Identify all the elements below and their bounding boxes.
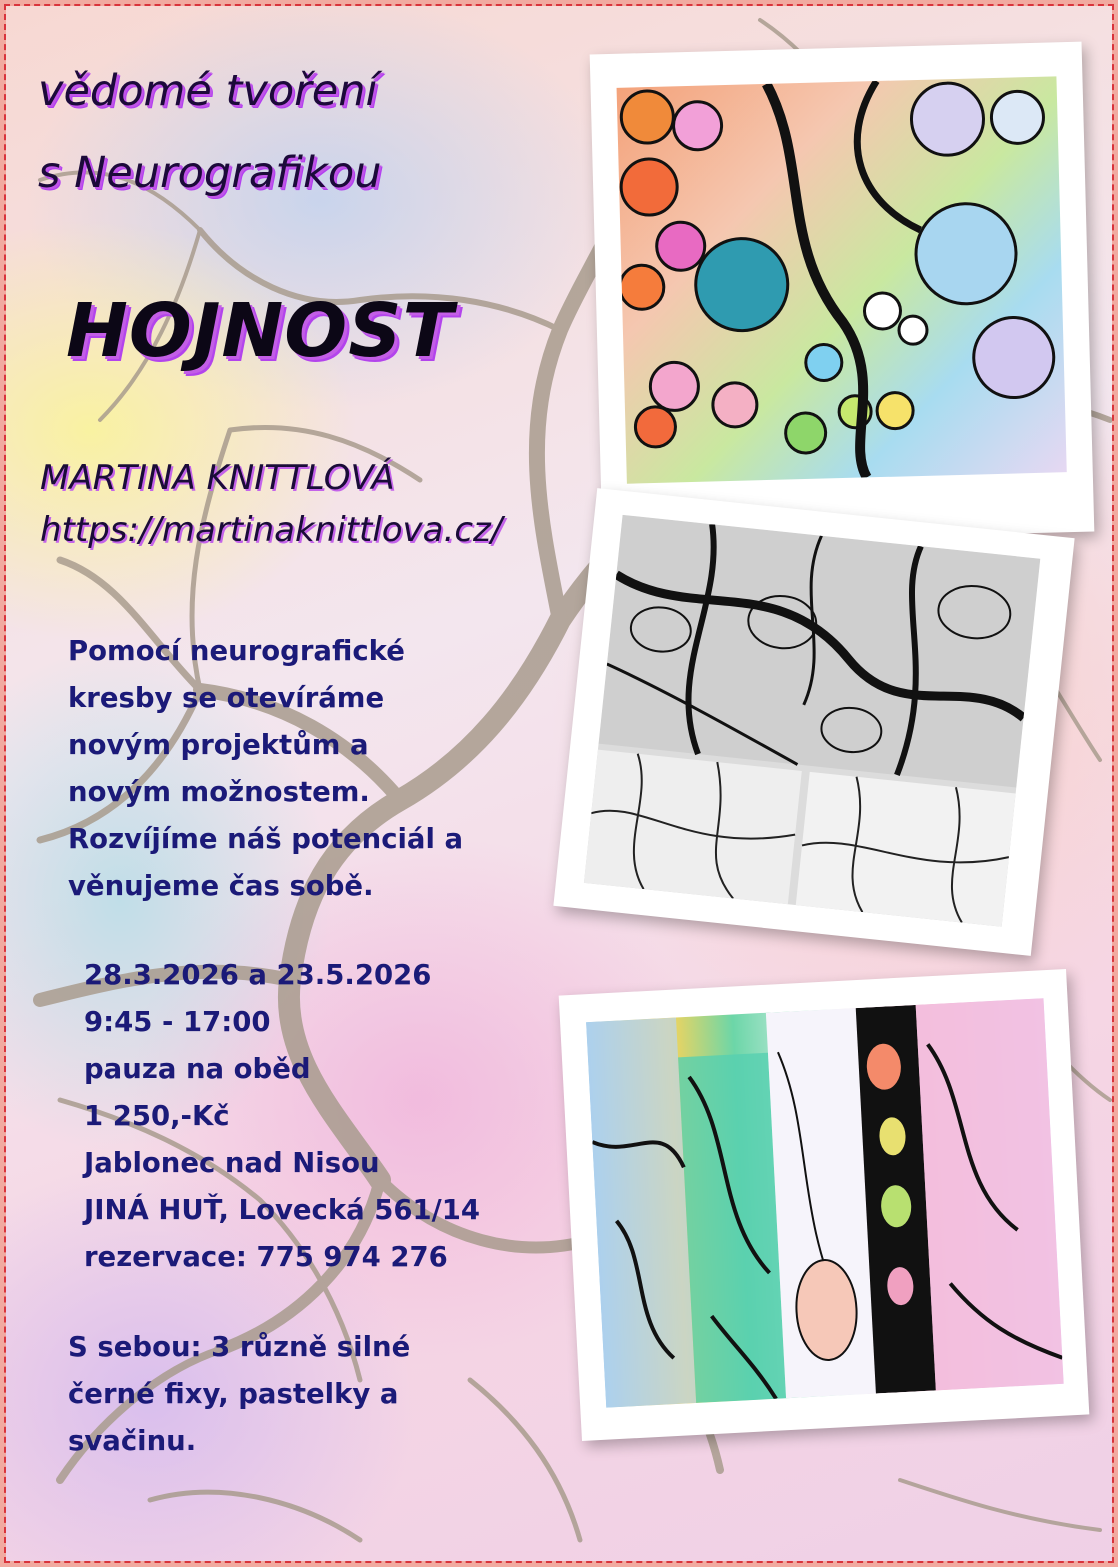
bring-list	[68, 1324, 410, 1465]
artwork-drawing	[584, 515, 1040, 927]
bring-line: S sebou: 3 různě silné	[68, 1331, 411, 1363]
artwork-photo-monochrome	[553, 488, 1074, 956]
description-line: věnujeme čas sobě.	[68, 870, 374, 902]
title-line-1: vědomé tvoření	[38, 66, 378, 116]
event-address: JINÁ HUŤ, Lovecká 561/14	[84, 1194, 480, 1226]
description	[68, 628, 463, 910]
event-price: 1 250,-Kč	[84, 1100, 230, 1132]
bring-line: svačinu.	[68, 1425, 197, 1457]
bring-line: černé fixy, pastelky a	[68, 1378, 399, 1410]
author-name: MARTINA KNITTLOVÁ	[40, 458, 395, 498]
description-line: Rozvíjíme náš potenciál a	[68, 823, 464, 855]
description-line: novým projektům a	[68, 729, 369, 761]
description-line: kresby se otevíráme	[68, 682, 385, 714]
artwork-photo-stripes	[559, 969, 1090, 1441]
author-website[interactable]: https://martinaknittlova.cz/	[40, 510, 503, 550]
description-line: Pomocí neurografické	[68, 635, 405, 667]
event-dates: 28.3.2026 a 23.5.2026	[84, 959, 432, 991]
event-details	[84, 952, 480, 1281]
event-lunch: pauza na oběd	[84, 1053, 311, 1085]
description-line: novým možnostem.	[68, 776, 370, 808]
event-city: Jablonec nad Nisou	[84, 1147, 380, 1179]
artwork-drawing	[586, 998, 1064, 1407]
headline: HOJNOST	[66, 288, 454, 374]
artwork-drawing	[617, 76, 1067, 483]
event-time: 9:45 - 17:00	[84, 1006, 271, 1038]
event-reservation: rezervace: 775 974 276	[84, 1241, 448, 1273]
title-line-2: s Neurografikou	[38, 148, 382, 198]
artwork-photo-colorful	[590, 42, 1095, 545]
